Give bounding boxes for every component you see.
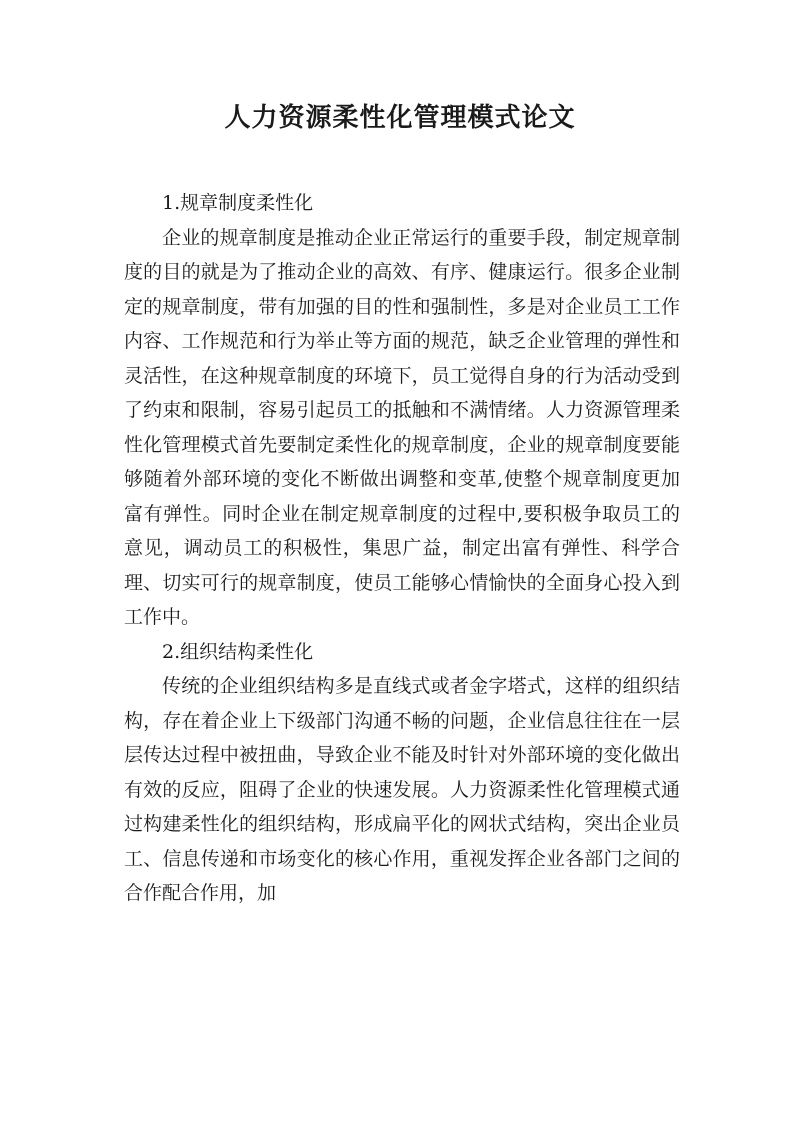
section-heading-1: 1.规章制度柔性化 [162,192,314,214]
paragraph-structure: 传统的企业组织结构多是直线式或者金字塔式，这样的组织结构，存在着企业上下级部门沟通不畅的问题，企业信息往往在一层层传达过程中被扭曲，导致企业不能及时针对外部环境的变化做出有效的反应，阻碍了企业的快速发展。人力资源柔性化管理模式通过构建柔性化的组织结构，形成扁平化的网状式结构，突出企业员工、信息传递和市场变化的核心作用，重视发挥企业各部门之间的合作配合作用，加 [124,675,680,904]
paragraph-rules: 企业的规章制度是推动企业正常运行的重要手段，制定规章制度的目的就是为了推动企业的高效、有序、健康运行。很多企业制定的规章制度，带有加强的目的性和强制性，多是对企业员工工作内容、工作规范和行为举止等方面的规范，缺乏企业管理的弹性和灵活性，在这种规章制度的环境下，员工觉得自身的行为活动受到了约束和限制，容易引起员工的抵触和不满情绪。人力资源管理柔性化管理模式首先要制定柔性化的规章制度，企业的规章制度要能够随着外部环境的变化不断做出调整和变革,使整个规章制度更加富有弹性。同时企业在制定规章制度的过程中,要积极争取员工的意见，调动员工的积极性，集思广益，制定出富有弹性、科学合理、切实可行的规章制度，使员工能够心情愉快的全面身心投入到工作中。 [124,226,680,628]
document-body [124,186,680,911]
document-title: 人力资源柔性化管理模式论文 [224,103,576,133]
section-heading-2: 2.组织结构柔性化 [162,640,314,663]
